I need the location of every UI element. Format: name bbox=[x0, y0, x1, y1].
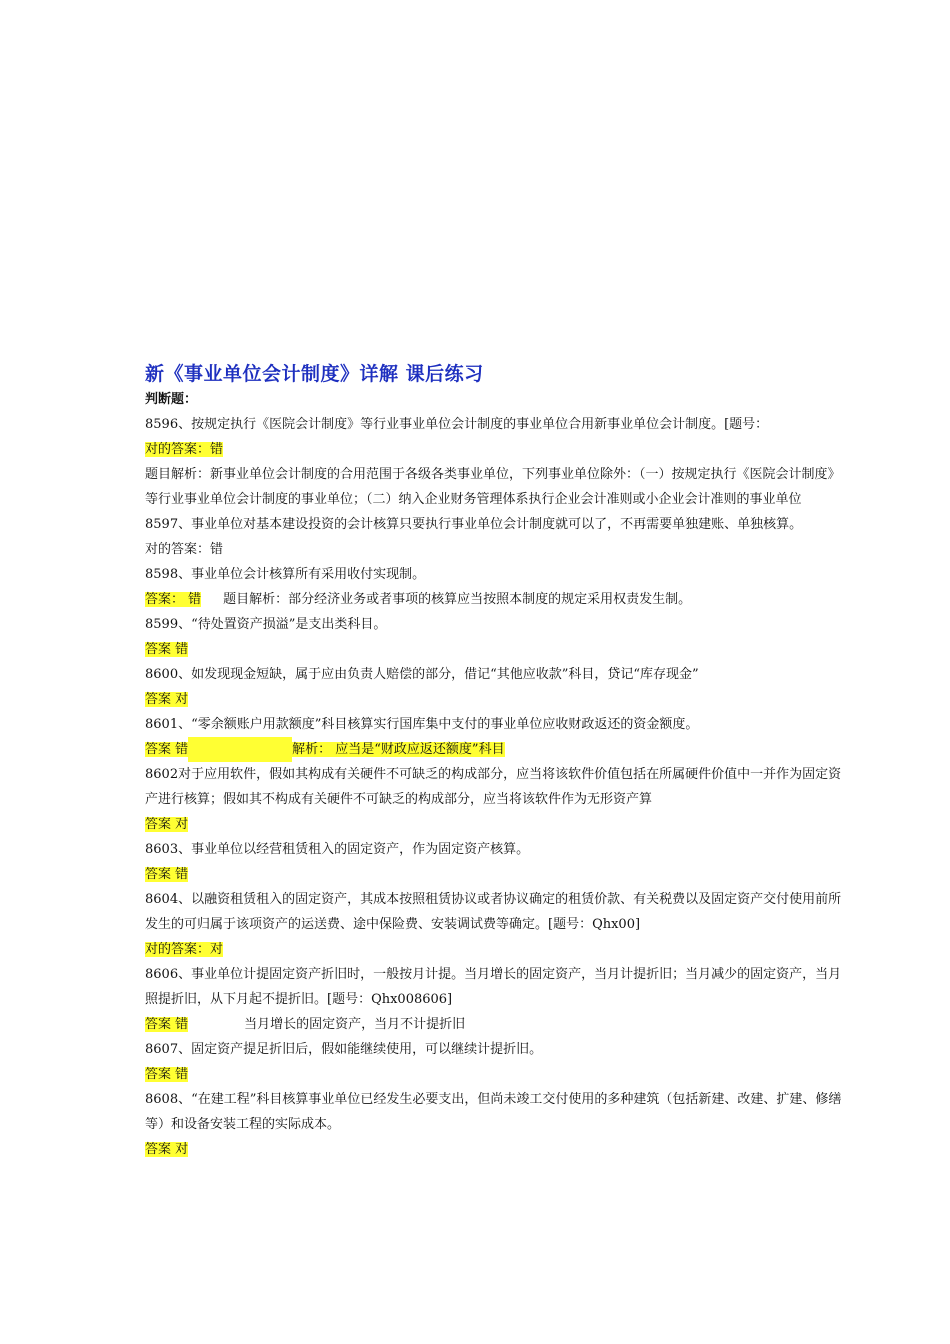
question-8599: 8599、“待处置资产损溢”是支出类科目。 bbox=[145, 617, 387, 632]
answer-8608: 答案 对 bbox=[145, 1142, 189, 1157]
question-8604: 8604、以融资租赁租入的固定资产，其成本按照租赁协议或者协议确定的租赁价款、有关税费以及固定资产交付使用前所发生的可归属于该项资产的运送费、途中保险费、安装调试费等确定。[题号：Qhx00] bbox=[145, 892, 842, 932]
question-8602: 8602对于应用软件，假如其构成有关硬件不可缺乏的构成部分，应当将该软件价值包括在所属硬件价值中一并作为固定资产进行核算；假如其不构成有关硬件不可缺乏的构成部分，应当将该软件作为无形资产算 bbox=[145, 767, 842, 807]
document-title: 新《事业单位会计制度》详解 课后练习 bbox=[145, 363, 484, 385]
section-heading: 判断题： bbox=[145, 392, 198, 407]
answer-8603: 答案 错 bbox=[145, 867, 189, 882]
question-8600: 8600、如发现现金短缺，属于应由负责人赔偿的部分，借记“其他应收款”科目，贷记“库存现金” bbox=[145, 667, 699, 682]
question-8606: 8606、事业单位计提固定资产折旧时，一般按月计提。当月增长的固定资产，当月计提折旧；当月减少的固定资产，当月照提折旧，从下月起不提折旧。[题号：Qhx008606] bbox=[145, 967, 842, 1007]
answer-8606: 答案 错 bbox=[145, 1017, 189, 1032]
question-8607: 8607、固定资产提足折旧后，假如能继续使用，可以继续计提折旧。 bbox=[145, 1042, 543, 1057]
answer-8600: 答案 对 bbox=[145, 692, 189, 707]
answer-8598: 答案： 错 bbox=[145, 592, 202, 607]
explanation-8596: 题目解析：新事业单位会计制度的合用范围于各级各类事业单位，下列事业单位除外：（一）按规定执行《医院会计制度》等行业事业单位会计制度的事业单位；（二）纳入企业财务管理体系执行企业会计准则或小企业会计准则的事业单位 bbox=[145, 467, 841, 507]
answer-8602: 答案 对 bbox=[145, 817, 189, 832]
answer-8596: 对的答案：错 bbox=[145, 442, 224, 457]
document-body bbox=[145, 360, 845, 1162]
question-8597: 8597、事业单位对基本建设投资的会计核算只要执行事业单位会计制度就可以了，不再需要单独建账、单独核算。 bbox=[145, 517, 803, 532]
answer-8599: 答案 错 bbox=[145, 642, 189, 657]
question-8596: 8596、按规定执行《医院会计制度》等行业事业单位会计制度的事业单位合用新事业单位会计制度。[题号： bbox=[145, 417, 769, 432]
question-8598: 8598、事业单位会计核算所有采用收付实现制。 bbox=[145, 567, 426, 582]
answer-8607: 答案 错 bbox=[145, 1067, 189, 1082]
question-8608: 8608、“在建工程”科目核算事业单位已经发生必要支出，但尚未竣工交付使用的多种建筑（包括新建、改建、扩建、修缮等）和设备安装工程的实际成本。 bbox=[145, 1092, 842, 1132]
answer-8597: 对的答案：错 bbox=[145, 542, 224, 557]
question-8603: 8603、事业单位以经营租赁租入的固定资产，作为固定资产核算。 bbox=[145, 842, 530, 857]
answer-8601: 答案 错 bbox=[145, 742, 189, 757]
question-8601: 8601、“零余额账户用款额度”科目核算实行国库集中支付的事业单位应收财政返还的资金额度。 bbox=[145, 717, 699, 732]
explanation-8606: 当月增长的固定资产，当月不计提折旧 bbox=[244, 1017, 466, 1032]
answer-8604: 对的答案：对 bbox=[145, 942, 224, 957]
explanation-8601: 解析： 应当是“财政应返还额度”科目 bbox=[292, 742, 505, 757]
explanation-8598: 题目解析：部分经济业务或者事项的核算应当按照本制度的规定采用权责发生制。 bbox=[223, 592, 692, 607]
